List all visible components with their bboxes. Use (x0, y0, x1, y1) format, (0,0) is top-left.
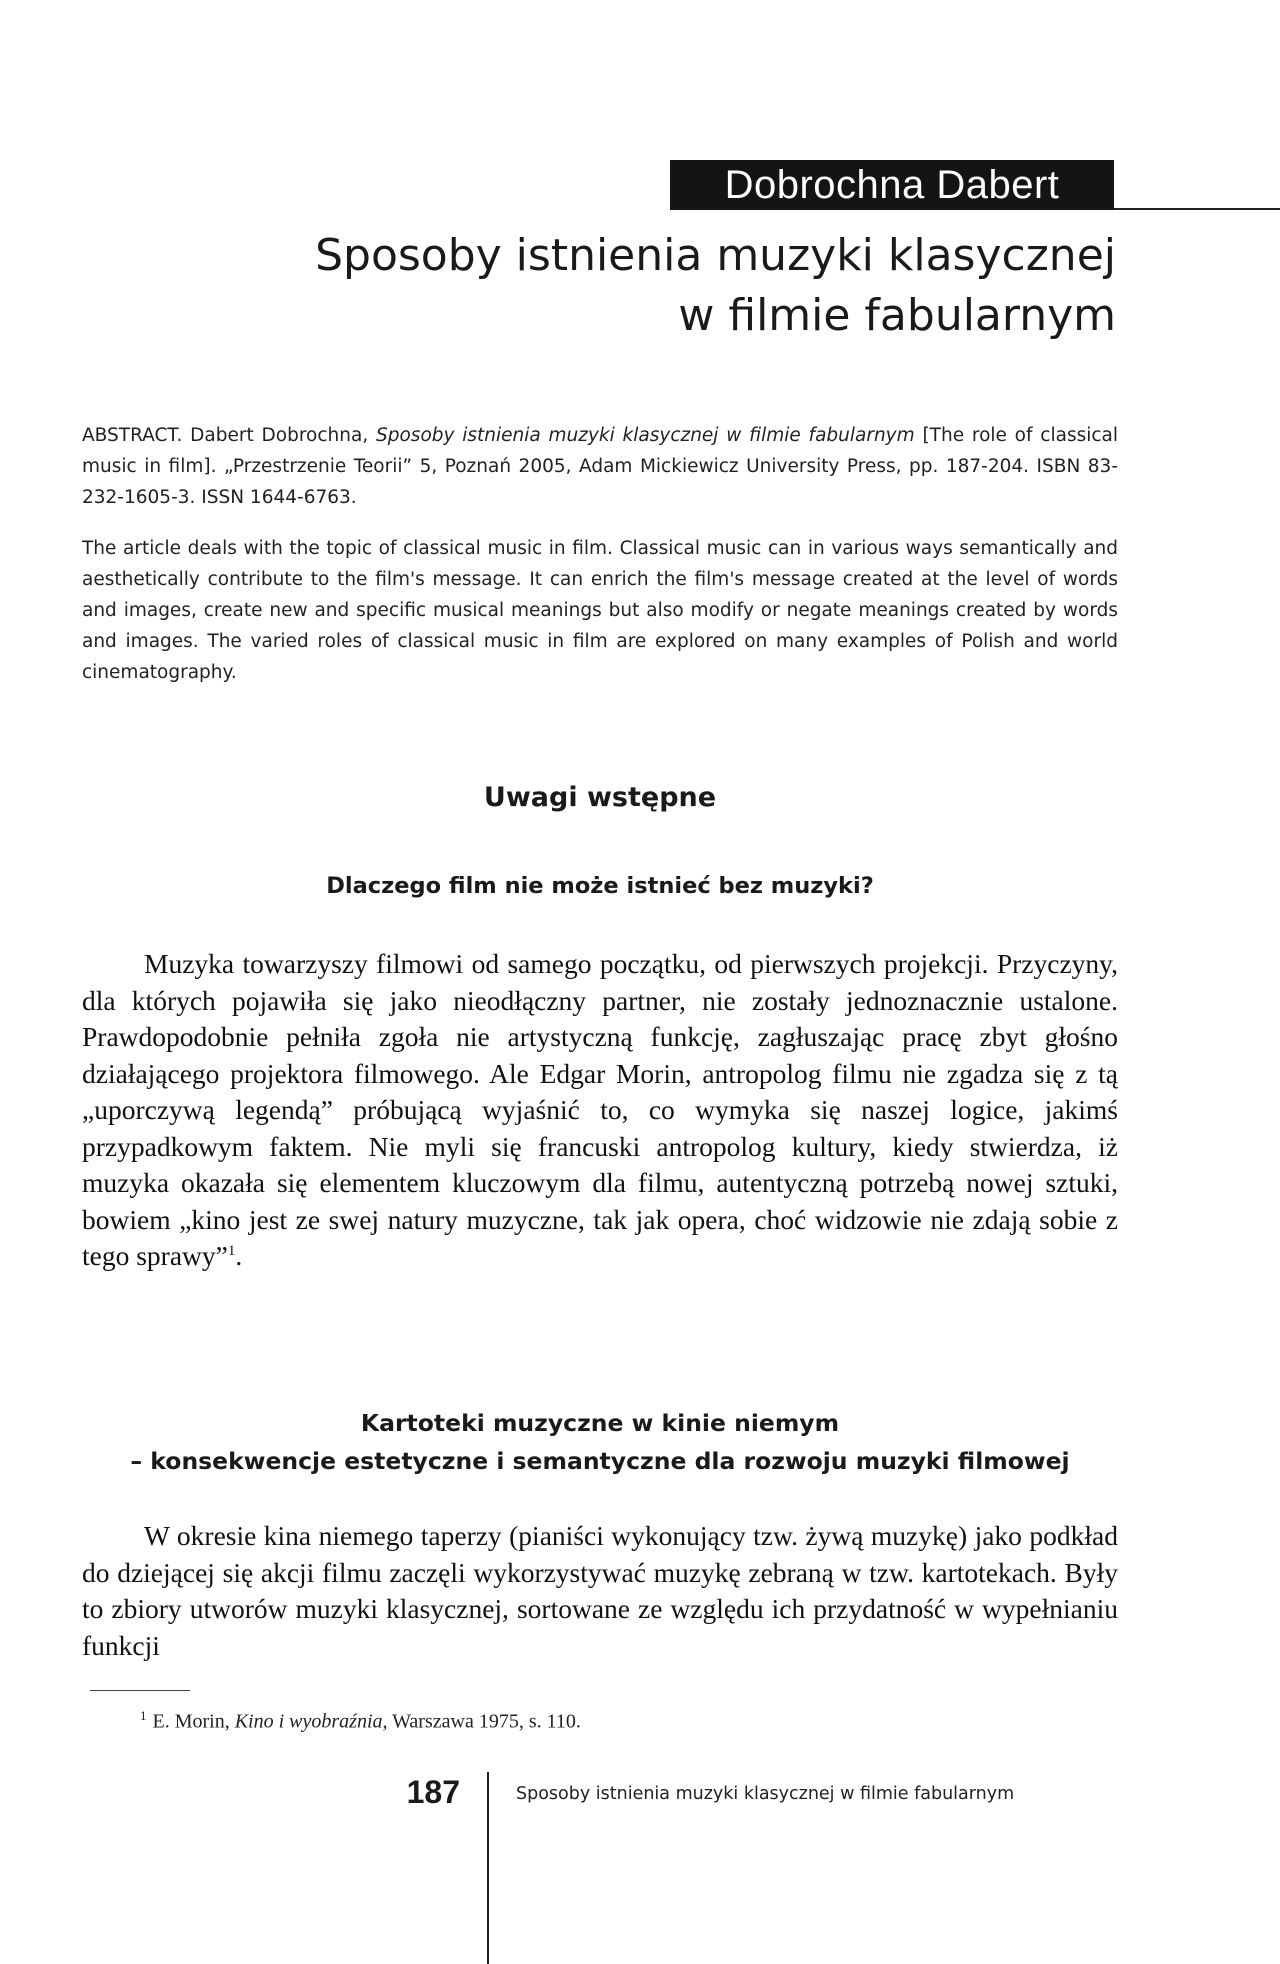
footnote (140, 1702, 1040, 1736)
body-paragraph-2 (82, 1518, 1118, 1664)
running-title: Sposoby istnienia muzyki klasycznej w filmie fabularnym (516, 1784, 1015, 1804)
abstract-citation (82, 420, 1118, 513)
abstract-label: ABSTRACT. Dabert Dobrochna, (82, 425, 376, 446)
footnote-number: 1 (140, 1708, 147, 1723)
abstract-block (82, 420, 1118, 688)
paragraph-2-text: W okresie kina niemego taperzy (pianiści wykonujący tzw. żywą muzykę) jako podkład do dziejącej się akcji filmu zaczęli wykorzystywać muzykę zebraną w tzw. kartotekach. Były to zbiory utworów muzyki klasycznej, sortowane ze względu ich przydatność w wypełnianiu funkcji (82, 1520, 1118, 1661)
section-2-heading-line-2: – konsekwencje estetyczne i semantyczne dla rozwoju muzyki filmowej (130, 1447, 1070, 1475)
paragraph-1-text: Muzyka towarzyszy filmowi od samego początku, od pierwszych projekcji. Przyczyny, dla których pojawiła się jako nieodłączny partner, nie zostały jednoznacznie ustalone. Prawdopodobnie pełniła zgoła nie artystyczną funkcję, zagłuszając pracę zbyt głośno działającego projektora filmowego. Ale Edgar Morin, antropolog filmu nie zgadza się z tą „uporczywą legendą” próbującą wyjaśnić to, co wymyka się naszej logice, jakimś przypadkowym faktem. Nie myli się francuski antropolog kultury, kiedy stwierdza, iż muzyka okazała się elementem kluczowym dla filmu, autentyczną potrzebą nowej sztuki, bowiem „kino jest ze swej natury muzyczne, tak jak opera, choć widzowie nie zdają sobie z tego sprawy” (82, 948, 1118, 1271)
title-line-2: w filmie fabularnym (678, 290, 1116, 341)
title-line-1: Sposoby istnienia muzyki klasycznej (315, 230, 1116, 281)
author-banner: Dobrochna Dabert (670, 160, 1114, 210)
abstract-italic-title: Sposoby istnienia muzyki klasycznej w filmie fabularnym (376, 425, 915, 446)
footnote-reference[interactable]: 1 (227, 1242, 236, 1259)
section-heading: Uwagi wstępne (483, 782, 717, 813)
paragraph-1-end: . (235, 1240, 243, 1271)
abstract-summary: The article deals with the topic of classical music in film. Classical music can in various ways semantically and aesthetically contribute to the film's message. It can enrich the film's message created at the level of words and images, create new and specific musical meanings but also modify or negate meanings created by words and images. The varied roles of classical music in film are explored on many examples of Polish and world cinematography. (82, 538, 1118, 683)
footer-divider (487, 1772, 489, 1964)
footnote-author: E. Morin, (152, 1710, 235, 1733)
page-number: 187 (406, 1774, 460, 1810)
abstract-reference: [The role of classical music in film]. „Przestrzenie Teorii” 5, Poznań 2005, Adam Mickiewicz University Press, pp. 187-204. ISBN 83-232-1605-3. ISSN 1644-6763. (82, 425, 1119, 508)
article-title (216, 226, 1116, 346)
section-2-heading-line-1: Kartoteki muzyczne w kinie niemym (360, 1409, 840, 1437)
section-subheading: Dlaczego film nie może istnieć bez muzyki? (326, 873, 874, 899)
author-rule (1114, 208, 1280, 210)
section-2-heading (82, 1404, 1118, 1480)
body-paragraph-1 (82, 946, 1118, 1275)
footnote-details: , Warszawa 1975, s. 110. (382, 1710, 581, 1733)
footnote-work: Kino i wyobraźnia (234, 1710, 383, 1733)
footnote-divider (90, 1690, 190, 1691)
